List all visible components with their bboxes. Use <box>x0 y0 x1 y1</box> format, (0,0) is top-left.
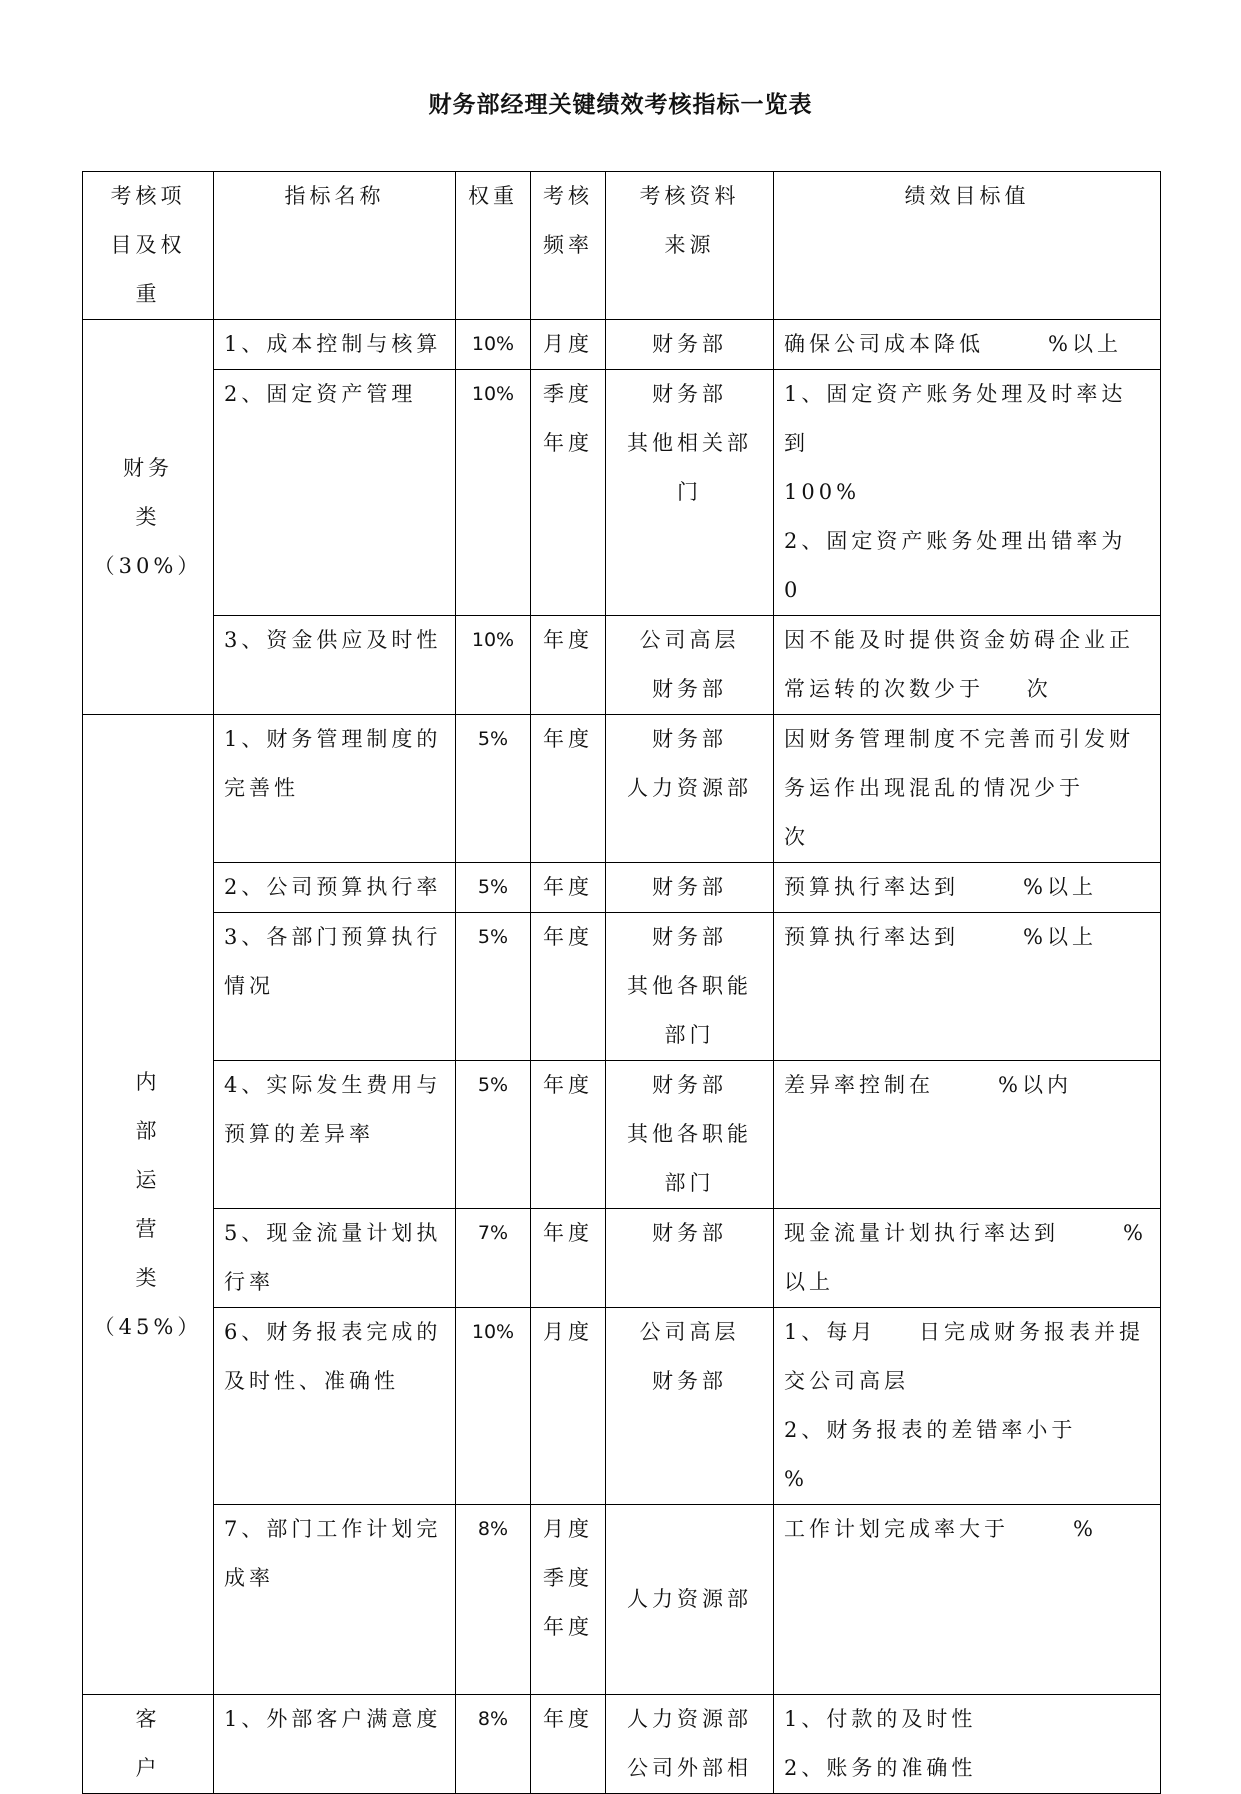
table-row <box>83 1695 1161 1794</box>
source-cell: 人力资源部 <box>606 1505 774 1695</box>
table-row <box>83 616 1161 715</box>
source-cell: 公司高层 财务部 <box>606 1308 774 1505</box>
source-cell: 财务部 <box>606 320 774 370</box>
source-cell: 人力资源部 公司外部相 <box>606 1695 774 1794</box>
frequency-cell: 年度 <box>531 913 606 1061</box>
target-cell: 现金流量计划执行率达到 % 以上 <box>774 1209 1161 1308</box>
indicator-cell: 2、固定资产管理 <box>214 370 456 616</box>
source-cell: 财务部 其他相关部 门 <box>606 370 774 616</box>
page-title: 财务部经理关键绩效考核指标一览表 <box>428 92 813 118</box>
frequency-cell: 年度 <box>531 1061 606 1209</box>
source-cell: 财务部 <box>606 1209 774 1308</box>
weight-cell: 5% <box>456 1061 531 1209</box>
indicator-cell: 5、现金流量计划执 行率 <box>214 1209 456 1308</box>
target-cell: 预算执行率达到 %以上 <box>774 863 1161 913</box>
table-row <box>83 1209 1161 1308</box>
header-source: 考核资料 来源 <box>606 172 774 320</box>
indicator-cell: 3、各部门预算执行 情况 <box>214 913 456 1061</box>
target-cell: 确保公司成本降低 %以上 <box>774 320 1161 370</box>
frequency-cell: 年度 <box>531 1209 606 1308</box>
indicator-cell: 3、资金供应及时性 <box>214 616 456 715</box>
frequency-cell: 月度 <box>531 320 606 370</box>
source-cell: 公司高层 财务部 <box>606 616 774 715</box>
table-row <box>83 320 1161 370</box>
target-cell: 因不能及时提供资金妨碍企业正 常运转的次数少于 次 <box>774 616 1161 715</box>
source-cell: 财务部 其他各职能 部门 <box>606 1061 774 1209</box>
table-row <box>83 370 1161 616</box>
header-weight: 权重 <box>456 172 531 320</box>
target-cell: 1、每月 日完成财务报表并提 交公司高层 2、财务报表的差错率小于 % <box>774 1308 1161 1505</box>
table-row <box>83 1505 1161 1695</box>
indicator-cell: 1、财务管理制度的 完善性 <box>214 715 456 863</box>
weight-cell: 8% <box>456 1695 531 1794</box>
source-cell: 财务部 人力资源部 <box>606 715 774 863</box>
frequency-cell: 年度 <box>531 863 606 913</box>
header-category: 考核项 目及权 重 <box>83 172 214 320</box>
weight-cell: 10% <box>456 616 531 715</box>
target-cell: 差异率控制在 %以内 <box>774 1061 1161 1209</box>
weight-cell: 5% <box>456 715 531 863</box>
weight-cell: 7% <box>456 1209 531 1308</box>
indicator-cell: 6、财务报表完成的 及时性、准确性 <box>214 1308 456 1505</box>
indicator-cell: 2、公司预算执行率 <box>214 863 456 913</box>
category-cell: 内 部 运 营 类 （45%） <box>83 715 214 1695</box>
weight-cell: 10% <box>456 370 531 616</box>
kpi-table <box>82 171 1161 1794</box>
indicator-cell: 7、部门工作计划完 成率 <box>214 1505 456 1695</box>
frequency-cell: 年度 <box>531 616 606 715</box>
target-cell: 1、固定资产账务处理及时率达到 100% 2、固定资产账务处理出错率为 0 <box>774 370 1161 616</box>
table-row <box>83 715 1161 863</box>
weight-cell: 5% <box>456 913 531 1061</box>
header-target: 绩效目标值 <box>774 172 1161 320</box>
indicator-cell: 1、成本控制与核算 <box>214 320 456 370</box>
target-cell: 工作计划完成率大于 % <box>774 1505 1161 1695</box>
frequency-cell: 年度 <box>531 1695 606 1794</box>
weight-cell: 5% <box>456 863 531 913</box>
frequency-cell: 季度 年度 <box>531 370 606 616</box>
header-frequency: 考核 频率 <box>531 172 606 320</box>
source-cell: 财务部 其他各职能 部门 <box>606 913 774 1061</box>
category-cell: 客 户 <box>83 1695 214 1794</box>
frequency-cell: 月度 <box>531 1308 606 1505</box>
table-row <box>83 1061 1161 1209</box>
target-cell: 预算执行率达到 %以上 <box>774 913 1161 1061</box>
header-row <box>83 172 1161 320</box>
table-row <box>83 863 1161 913</box>
frequency-cell: 月度 季度 年度 <box>531 1505 606 1695</box>
target-cell: 因财务管理制度不完善而引发财 务运作出现混乱的情况少于 次 <box>774 715 1161 863</box>
table-row <box>83 1308 1161 1505</box>
frequency-cell: 年度 <box>531 715 606 863</box>
weight-cell: 10% <box>456 320 531 370</box>
indicator-cell: 4、实际发生费用与 预算的差异率 <box>214 1061 456 1209</box>
target-cell: 1、付款的及时性 2、账务的准确性 <box>774 1695 1161 1794</box>
header-indicator: 指标名称 <box>214 172 456 320</box>
weight-cell: 10% <box>456 1308 531 1505</box>
table-row <box>83 913 1161 1061</box>
weight-cell: 8% <box>456 1505 531 1695</box>
category-cell: 财务 类 （30%） <box>83 320 214 715</box>
indicator-cell: 1、外部客户满意度 <box>214 1695 456 1794</box>
source-cell: 财务部 <box>606 863 774 913</box>
